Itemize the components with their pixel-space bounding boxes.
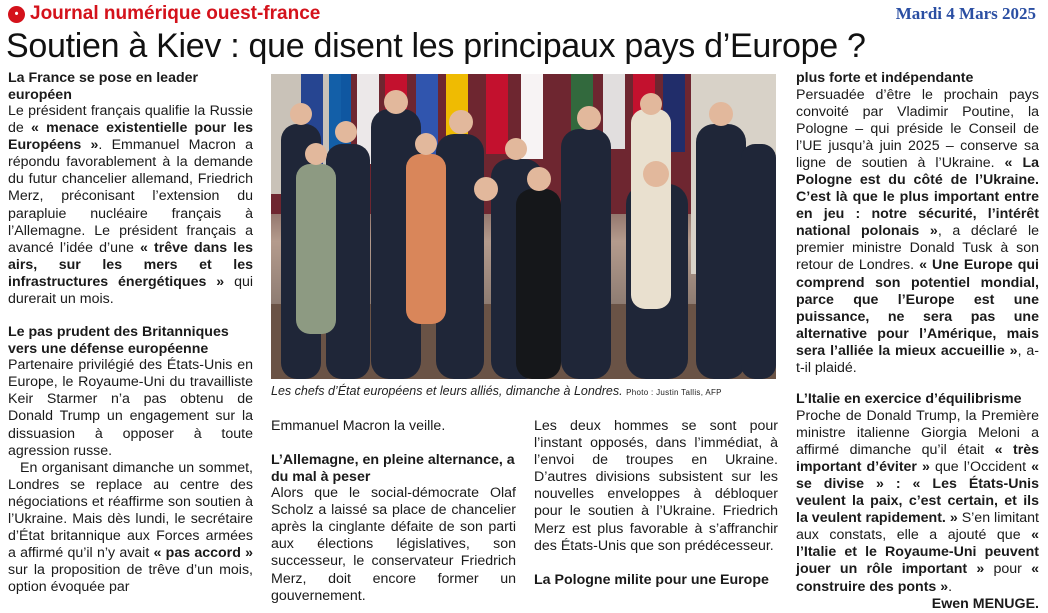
subhead-france: La France se pose en leader européen [8,70,199,103]
column-4 [796,70,1039,613]
publication-date: Mardi 4 Mars 2025 [895,4,1036,23]
paragraph-italy: Proche de Donald Trump, la Première ministre italienne Giorgia Meloni a affirmé dimanche qu’il était « très important d’éviter » que l’Occident « se divise » : « Les États-Unis veulent la paix, c’est certain, et ils la veulent rapidement. » S’en limitant aux constats, elle a ajouté que « l’Italie et le Royaume-Uni peuvent jouer un rôle important » pour « construire des ponts ». [796,407,1039,595]
paragraph-uk-3: Emmanuel Macron la veille. [271,418,446,434]
subhead-uk: Le pas prudent des Britanniques vers une défense européenne [8,324,229,357]
subhead-germany: L’Allemagne, en pleine alternance, a du mal à peser [271,452,515,485]
paragraph-uk-1: Partenaire privilégié des États-Unis en Europe, le Royaume-Uni du travailliste Keir Starmer n’a pas obtenu de Donald Trump un engagement sur la dissuasion à opposer à toute agression russe. [8,357,253,459]
subhead-poland-end: plus forte et indépendante [796,70,974,86]
paragraph-germany-2: Les deux hommes se sont pour l’instant opposés, dans l’immédiat, à l’envoi de troupes en Ukraine. D’autres divisions subsistent sur les nouvelles enveloppes à débloquer pour le soutien à l’Ukraine. Friedrich Merz est plus favorable à s’affranchir des États-Unis que son prédécesseur. [534,418,778,554]
paragraph-uk-2: En organisant dimanche un sommet, Londres se replace au centre des négociations et réaffirme son soutien à l’Ukraine. Mais dès lundi, le secrétaire d’État britannique aux Forces armées a affirmé qu’il n’y avait « pas accord » sur la proposition de trêve d’un mois, option évoquée par [8,459,253,596]
paragraph-germany-1: Alors que le social-démocrate Olaf Scholz a laissé sa place de chancelier après la cinglante défaite de son parti aux élections législatives, son successeur, le conservateur Friedrich Merz, doit encore former un gouvernement. [271,485,516,604]
summit-photo [271,74,776,379]
column-2 [271,418,516,605]
photo-credit: Photo : Justin Tallis, AFP [626,388,722,397]
leaders-group-photo [271,74,776,379]
subhead-poland-start: La Pologne milite pour une Europe [534,571,769,588]
paragraph-france: Le président français qualifie la Russie de « menace existentielle pour les Européens ». Emmanuel Macron a répondu favorablement à la demande du futur chancelier allemand, Friedrich Merz, préconisant l’extension du parapluie nucléaire français à l’Allemagne. Le président français a avancé l’idée d’une « trêve dans les airs, sur les mers et les infrastructures énergétiques » qui durerait un mois. [8,103,254,308]
masthead [0,0,1048,30]
subhead-italy: L’Italie en exercice d’équilibrisme [796,391,1022,408]
column-1 [8,70,253,596]
article-headline: Soutien à Kiev : que disent les principaux pays d’Europe ? [6,27,866,65]
author-signature: Ewen MENUGE. [931,595,1039,612]
column-3 [534,418,778,588]
ouest-france-logo-icon: • [8,6,25,23]
photo-caption: Les chefs d’État européens et leurs alliés, dimanche à Londres. Photo : Justin Tallis, AFP [271,384,722,398]
publication-name[interactable]: Journal numérique ouest-france [30,3,321,24]
paragraph-poland: Persuadée d’être le prochain pays convoité par Vladimir Poutine, la Pologne – qui préside le Conseil de l’UE jusqu’à juin 2025 – conserve sa ligne de soutien à l’Ukraine. « La Pologne est du côté de l’Ukraine. C’est là que le plus important entre en jeu : notre sécurité, l’intérêt national polonais », a déclaré le premier ministre Donald Tusk à son retour de Londres. « Une Europe qui comprend son potentiel mondial, parce que l’Europe est une puissance, ne sera pas une alternative pour l’Amérique, mais sera l’alliée la mieux accueillie », a-t-il plaidé. [796,86,1040,376]
